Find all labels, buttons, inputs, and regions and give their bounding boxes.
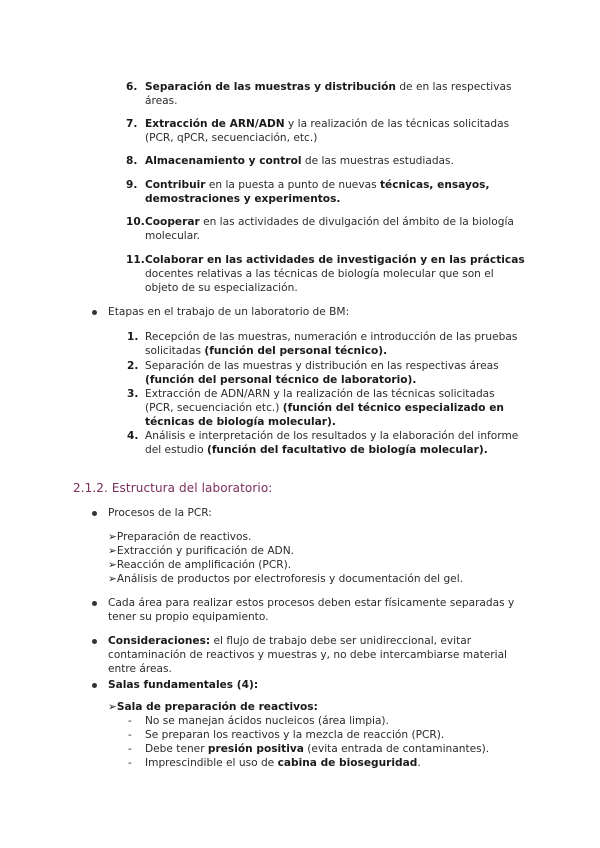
- list-item-bold: presión positiva: [207, 743, 304, 755]
- list-number: 7.: [126, 118, 138, 130]
- list-item-text: Extracción de ADN/ARN y la realización de las técnicas solicitadas (PCR, secuenciación etc.): [145, 388, 495, 415]
- dash-icon: -: [128, 729, 132, 741]
- list-item-bold: técnicas, ensayos, demostraciones y experimentos.: [145, 179, 490, 206]
- list-item-text: Reacción de amplificación (PCR).: [116, 559, 292, 571]
- bullet-icon: [92, 683, 97, 688]
- bullet-item: [108, 305, 528, 319]
- list-item-bold: Colaborar en las actividades de investigación y en las prácticas: [145, 254, 525, 266]
- list-item-bold: Separación de las muestras y distribución: [145, 81, 396, 93]
- bullet-heading: Salas fundamentales (4):: [108, 679, 259, 691]
- dash-icon: -: [128, 757, 132, 769]
- list-number: 2.: [127, 360, 139, 372]
- list-item-bold: Cooperar: [145, 216, 200, 228]
- list-item-text: Recepción de las muestras, numeración e introducción de las pruebas solicitadas: [145, 331, 518, 358]
- list-number: 10.: [126, 216, 145, 228]
- bullet-text: el flujo de trabajo debe ser unidireccional, evitar contaminación de reactivos y muestras y, no debe intercambiarse material entre áreas.: [108, 635, 508, 676]
- list-item: [128, 756, 545, 770]
- list-item-bold: (función del facultativo de biología molecular).: [206, 444, 488, 457]
- dash-icon: -: [128, 715, 132, 727]
- list-item-bold: (función del personal técnico).: [204, 345, 388, 358]
- list-item-text: No se manejan ácidos nucleicos (área limpia).: [145, 715, 389, 727]
- list-number: 4.: [127, 430, 139, 442]
- list-item: [127, 359, 525, 387]
- list-number: 9.: [126, 179, 138, 191]
- list-item-text: Análisis de productos por electroforesis y documentación del gel.: [116, 573, 464, 585]
- bullet-item: [108, 678, 528, 692]
- bullet-icon: [92, 639, 97, 644]
- list-item-bold: Almacenamiento y control: [145, 155, 302, 167]
- bullet-heading: Procesos de la PCR:: [108, 507, 212, 519]
- list-item-text: Debe tener: [145, 743, 208, 755]
- list-item: [108, 544, 528, 558]
- list-item: [126, 253, 525, 296]
- list-number: 11.: [126, 254, 145, 266]
- list-item: [126, 154, 525, 168]
- list-item-text: en la puesta a punto de nuevas: [205, 179, 380, 191]
- bullet-item: [108, 596, 528, 624]
- arrow-icon: ➢: [108, 531, 117, 543]
- list-item-bold: cabina de bioseguridad: [277, 757, 418, 769]
- sub-heading: [108, 700, 528, 714]
- list-item-text: (evita entrada de contaminantes).: [303, 743, 490, 755]
- list-item-bold: Extracción de ARN/ADN: [145, 118, 285, 130]
- list-item: [126, 178, 525, 206]
- arrow-icon: ➢: [108, 701, 117, 713]
- bullet-icon: [92, 511, 97, 516]
- bullet-heading: Etapas en el trabajo de un laboratorio de BM:: [108, 306, 350, 318]
- list-item-bold: (función del técnico especializado en técnicas de biología molecular).: [145, 402, 504, 429]
- list-item: [127, 387, 525, 430]
- list-number: 3.: [127, 388, 139, 400]
- list-item: [126, 215, 525, 243]
- list-item-text: Se preparan los reactivos y la mezcla de reacción (PCR).: [145, 729, 445, 741]
- list-item: [108, 530, 528, 544]
- list-item-text: de en las respectivas áreas.: [145, 81, 512, 108]
- list-number: 6.: [126, 81, 138, 93]
- list-item-text: .: [417, 757, 421, 769]
- list-item: [127, 330, 525, 358]
- list-item-text: docentes relativas a las técnicas de biología molecular que son el objeto de su especialización.: [145, 268, 494, 295]
- list-item-text: Imprescindible el uso de: [145, 757, 278, 769]
- list-item-text: Análisis e interpretación de los resultados y la elaboración del informe del estudio: [145, 430, 519, 457]
- list-number: 1.: [127, 331, 139, 343]
- arrow-icon: ➢: [108, 559, 117, 571]
- list-number: 8.: [126, 155, 138, 167]
- sub-heading-text: Sala de preparación de reactivos:: [116, 701, 318, 713]
- list-item-bold: (función del personal técnico de laboratorio).: [145, 374, 417, 387]
- bullet-text: Cada área para realizar estos procesos deben estar físicamente separadas y tener su propio equipamiento.: [108, 597, 515, 624]
- bullet-label: Consideraciones:: [108, 635, 211, 647]
- arrow-icon: ➢: [108, 573, 117, 585]
- list-item-text: y la realización de las técnicas solicitadas (PCR, qPCR, secuenciación, etc.): [145, 118, 510, 145]
- list-item: [126, 80, 525, 108]
- list-item-text: Separación de las muestras y distribución en las respectivas áreas: [145, 360, 499, 372]
- bullet-icon: [92, 310, 97, 315]
- dash-icon: -: [128, 743, 132, 755]
- list-item-text: de las muestras estudiadas.: [301, 155, 454, 167]
- list-item-text: Extracción y purificación de ADN.: [116, 545, 295, 557]
- list-item: [128, 714, 545, 728]
- arrow-icon: ➢: [108, 545, 117, 557]
- section-heading: 2.1.2. Estructura del laboratorio:: [73, 481, 273, 495]
- bullet-item: [108, 506, 528, 520]
- list-item-text: en las actividades de divulgación del ámbito de la biología molecular.: [145, 216, 514, 243]
- list-item-bold: Contribuir: [145, 179, 206, 191]
- bullet-icon: [92, 601, 97, 606]
- list-item: [127, 429, 525, 457]
- list-item: [126, 117, 525, 145]
- list-item-text: Preparación de reactivos.: [116, 531, 252, 543]
- list-item: [128, 728, 545, 742]
- list-item: [108, 572, 528, 586]
- bullet-item: [108, 634, 528, 677]
- list-item: [128, 742, 545, 756]
- list-item: [108, 558, 528, 572]
